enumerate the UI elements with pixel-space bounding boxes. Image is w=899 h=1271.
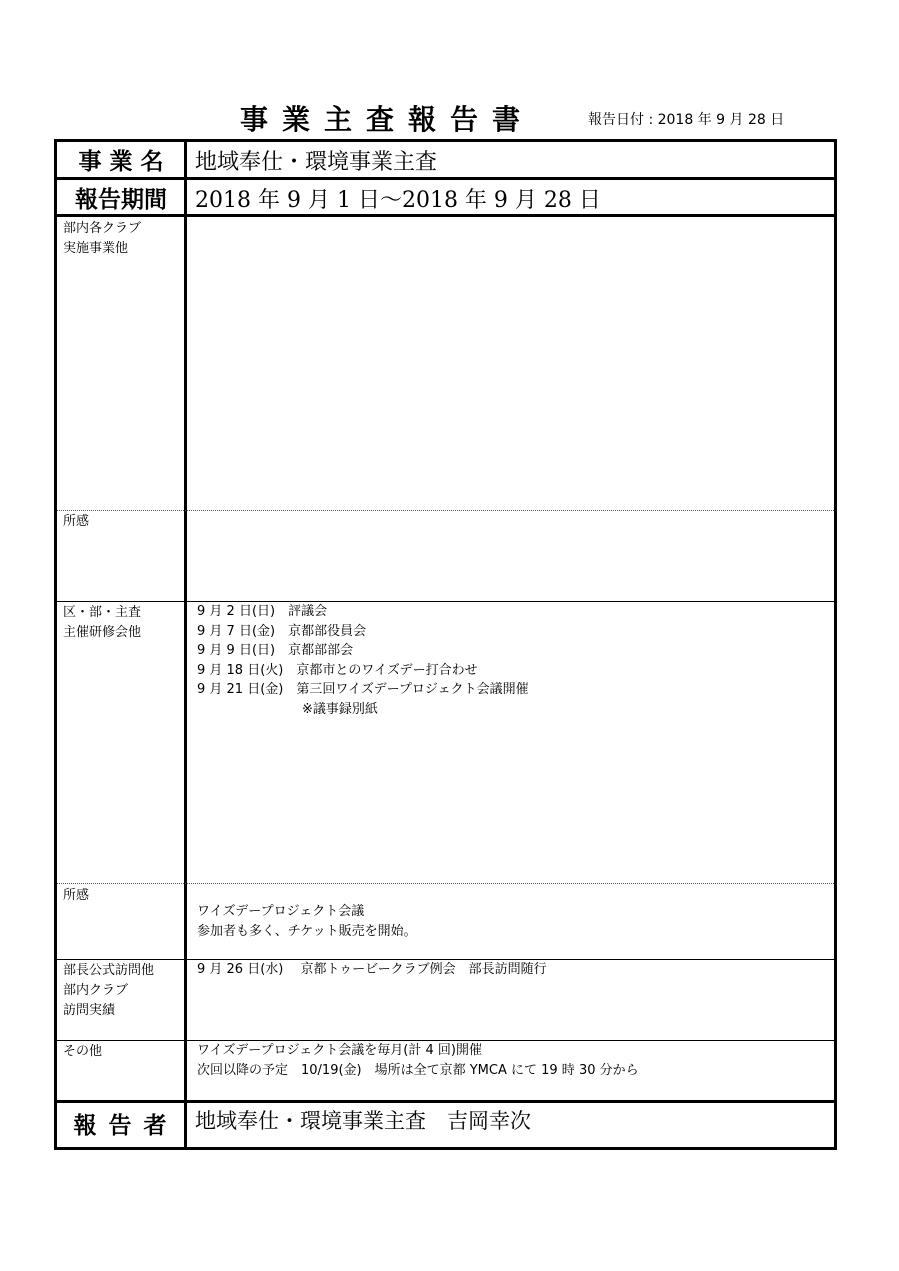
other-content — [197, 1041, 639, 1080]
row-divider-dotted — [57, 883, 834, 884]
list-item: 参加者も多く、チケット販売を開始。 — [197, 923, 417, 939]
page-title: 事業主査報告書 — [240, 103, 535, 136]
row-divider-dotted — [57, 510, 834, 511]
business-name-label: 事 業 名 — [78, 149, 164, 175]
list-item: 9 月 2 日(日) 評議会 — [197, 604, 328, 619]
minutes-note: ※議事録別紙 — [302, 701, 378, 717]
club-events-impressions-label: 所感 — [63, 514, 90, 529]
club-events-label: 部内各クラブ 実施事業他 — [63, 221, 142, 256]
business-name-value: 地域奉仕・環境事業主査 — [195, 150, 438, 175]
reporter-value: 地域奉仕・環境事業主査 吉岡幸次 — [195, 1109, 531, 1133]
report-date: 報告日付 : 2018 年 9 月 28 日 — [588, 112, 785, 128]
district-training-impressions-label: 所感 — [63, 888, 90, 903]
list-item: 9 月 9 日(日) 京都部部会 — [197, 643, 354, 658]
row-divider — [54, 1100, 837, 1103]
list-item: 9 月 26 日(水) 京都トゥービークラブ例会 部長訪問随行 — [197, 962, 547, 977]
row-divider — [54, 177, 837, 180]
district-training-label: 区・部・主査 主催研修会他 — [63, 605, 142, 640]
column-divider — [184, 139, 187, 1150]
list-item: 9 月 7 日(金) 京都部役員会 — [197, 623, 367, 639]
list-item: 9 月 21 日(金) 第三回ワイズデープロジェクト会議開催 — [197, 682, 529, 697]
list-item: ワイズデープロジェクト会議を毎月(計 4 回)開催 — [197, 1043, 482, 1058]
report-period-label: 報告期間 — [75, 187, 167, 213]
reporter-label: 報 告 者 — [73, 1113, 169, 1139]
district-training-content — [197, 602, 529, 719]
report-period-value: 2018 年 9 月 1 日～2018 年 9 月 28 日 — [195, 188, 601, 213]
list-item: ワイズデープロジェクト会議 — [197, 904, 365, 919]
list-item: 9 月 18 日(火) 京都市とのワイズデー打合わせ — [197, 662, 478, 678]
other-label: その他 — [63, 1044, 103, 1059]
district-training-impressions-content — [197, 902, 417, 941]
row-divider — [54, 214, 837, 217]
official-visits-label: 部長公式訪問他 部内クラブ 訪問実績 — [63, 963, 155, 1018]
official-visits-content — [197, 960, 547, 980]
list-item: 次回以降の予定 10/19(金) 場所は全て京都 YMCA にて 19 時 30 分から — [197, 1062, 639, 1078]
